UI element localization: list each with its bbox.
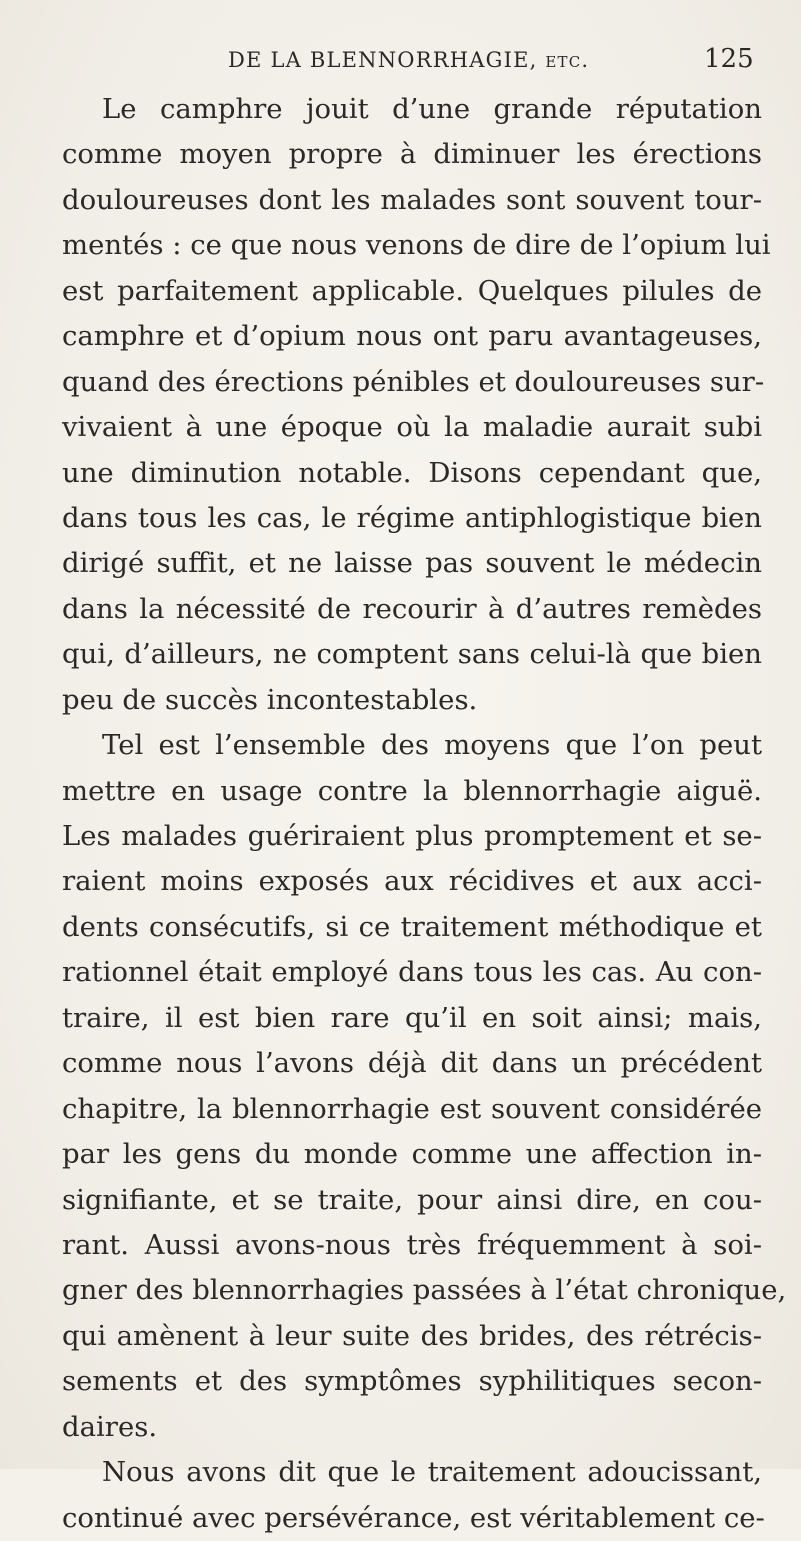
text-line: douloureuses dont les malades sont souvent tour- xyxy=(62,183,762,216)
text-line: dirigé suffit, et ne laisse pas souvent le médecin xyxy=(62,547,762,580)
text-line: vivaient à une époque où la maladie aurait subi xyxy=(62,411,762,444)
page-number: 125 xyxy=(704,44,754,74)
text-line: Les malades guériraient plus promptement et se- xyxy=(62,820,762,852)
text-line: comme moyen propre à diminuer les érections xyxy=(62,138,762,171)
text-line: peu de succès incontestables. xyxy=(62,683,478,716)
text-line: chapitre, la blennorrhagie est souvent considérée xyxy=(62,1092,762,1125)
text-line: par les gens du monde comme une affection in- xyxy=(62,1138,762,1171)
text-line: daires. xyxy=(62,1410,158,1443)
running-head xyxy=(0,42,801,82)
running-title: DE LA BLENNORRHAGIE, etc. xyxy=(228,48,590,72)
text-line: mentés : ce que nous venons de dire de l’opium lui xyxy=(62,229,771,262)
text-line: Le camphre jouit d’une grande réputation xyxy=(102,93,762,125)
text-line: camphre et d’opium nous ont paru avantageuses, xyxy=(62,320,762,353)
text-line: rant. Aussi avons-nous très fréquemment à soi- xyxy=(62,1228,762,1261)
text-line: Tel est l’ensemble des moyens que l’on peut xyxy=(102,729,762,762)
text-line: qui, d’ailleurs, ne comptent sans celui-là que bien xyxy=(62,638,762,671)
text-line: est parfaitement applicable. Quelques pilules de xyxy=(62,274,762,307)
text-line: comme nous l’avons déjà dit dans un précédent xyxy=(62,1047,762,1080)
text-line: une diminution notable. Disons cependant que, xyxy=(62,456,762,489)
body-text xyxy=(62,87,787,1541)
text-line: dents consécutifs, si ce traitement méthodique et xyxy=(62,910,762,943)
text-line: quand des érections pénibles et douloureuses sur- xyxy=(62,365,765,398)
text-line: signifiante, et se traite, pour ainsi dire, en cou- xyxy=(62,1183,762,1216)
text-line: raient moins exposés aux récidives et aux acci- xyxy=(62,865,762,898)
text-line: Nous avons dit que le traitement adoucissant, xyxy=(102,1456,762,1489)
text-line: continué avec persévérance, est véritablement ce- xyxy=(62,1501,765,1534)
text-line: dans la nécessité de recourir à d’autres remèdes xyxy=(62,592,762,625)
text-line: mettre en usage contre la blennorrhagie aiguë. xyxy=(62,774,762,807)
text-line: rationnel était employé dans tous les cas. Au con- xyxy=(62,956,762,989)
text-line: dans tous les cas, le régime antiphlogistique bien xyxy=(62,501,762,534)
text-line: qui amènent à leur suite des brides, des rétrécis- xyxy=(62,1319,762,1352)
text-line: traire, il est bien rare qu’il en soit ainsi; mais, xyxy=(62,1001,762,1034)
text-line: sements et des symptômes syphilitiques secon- xyxy=(62,1365,762,1398)
text-line: gner des blennorrhagies passées à l’état chronique, xyxy=(62,1274,787,1307)
